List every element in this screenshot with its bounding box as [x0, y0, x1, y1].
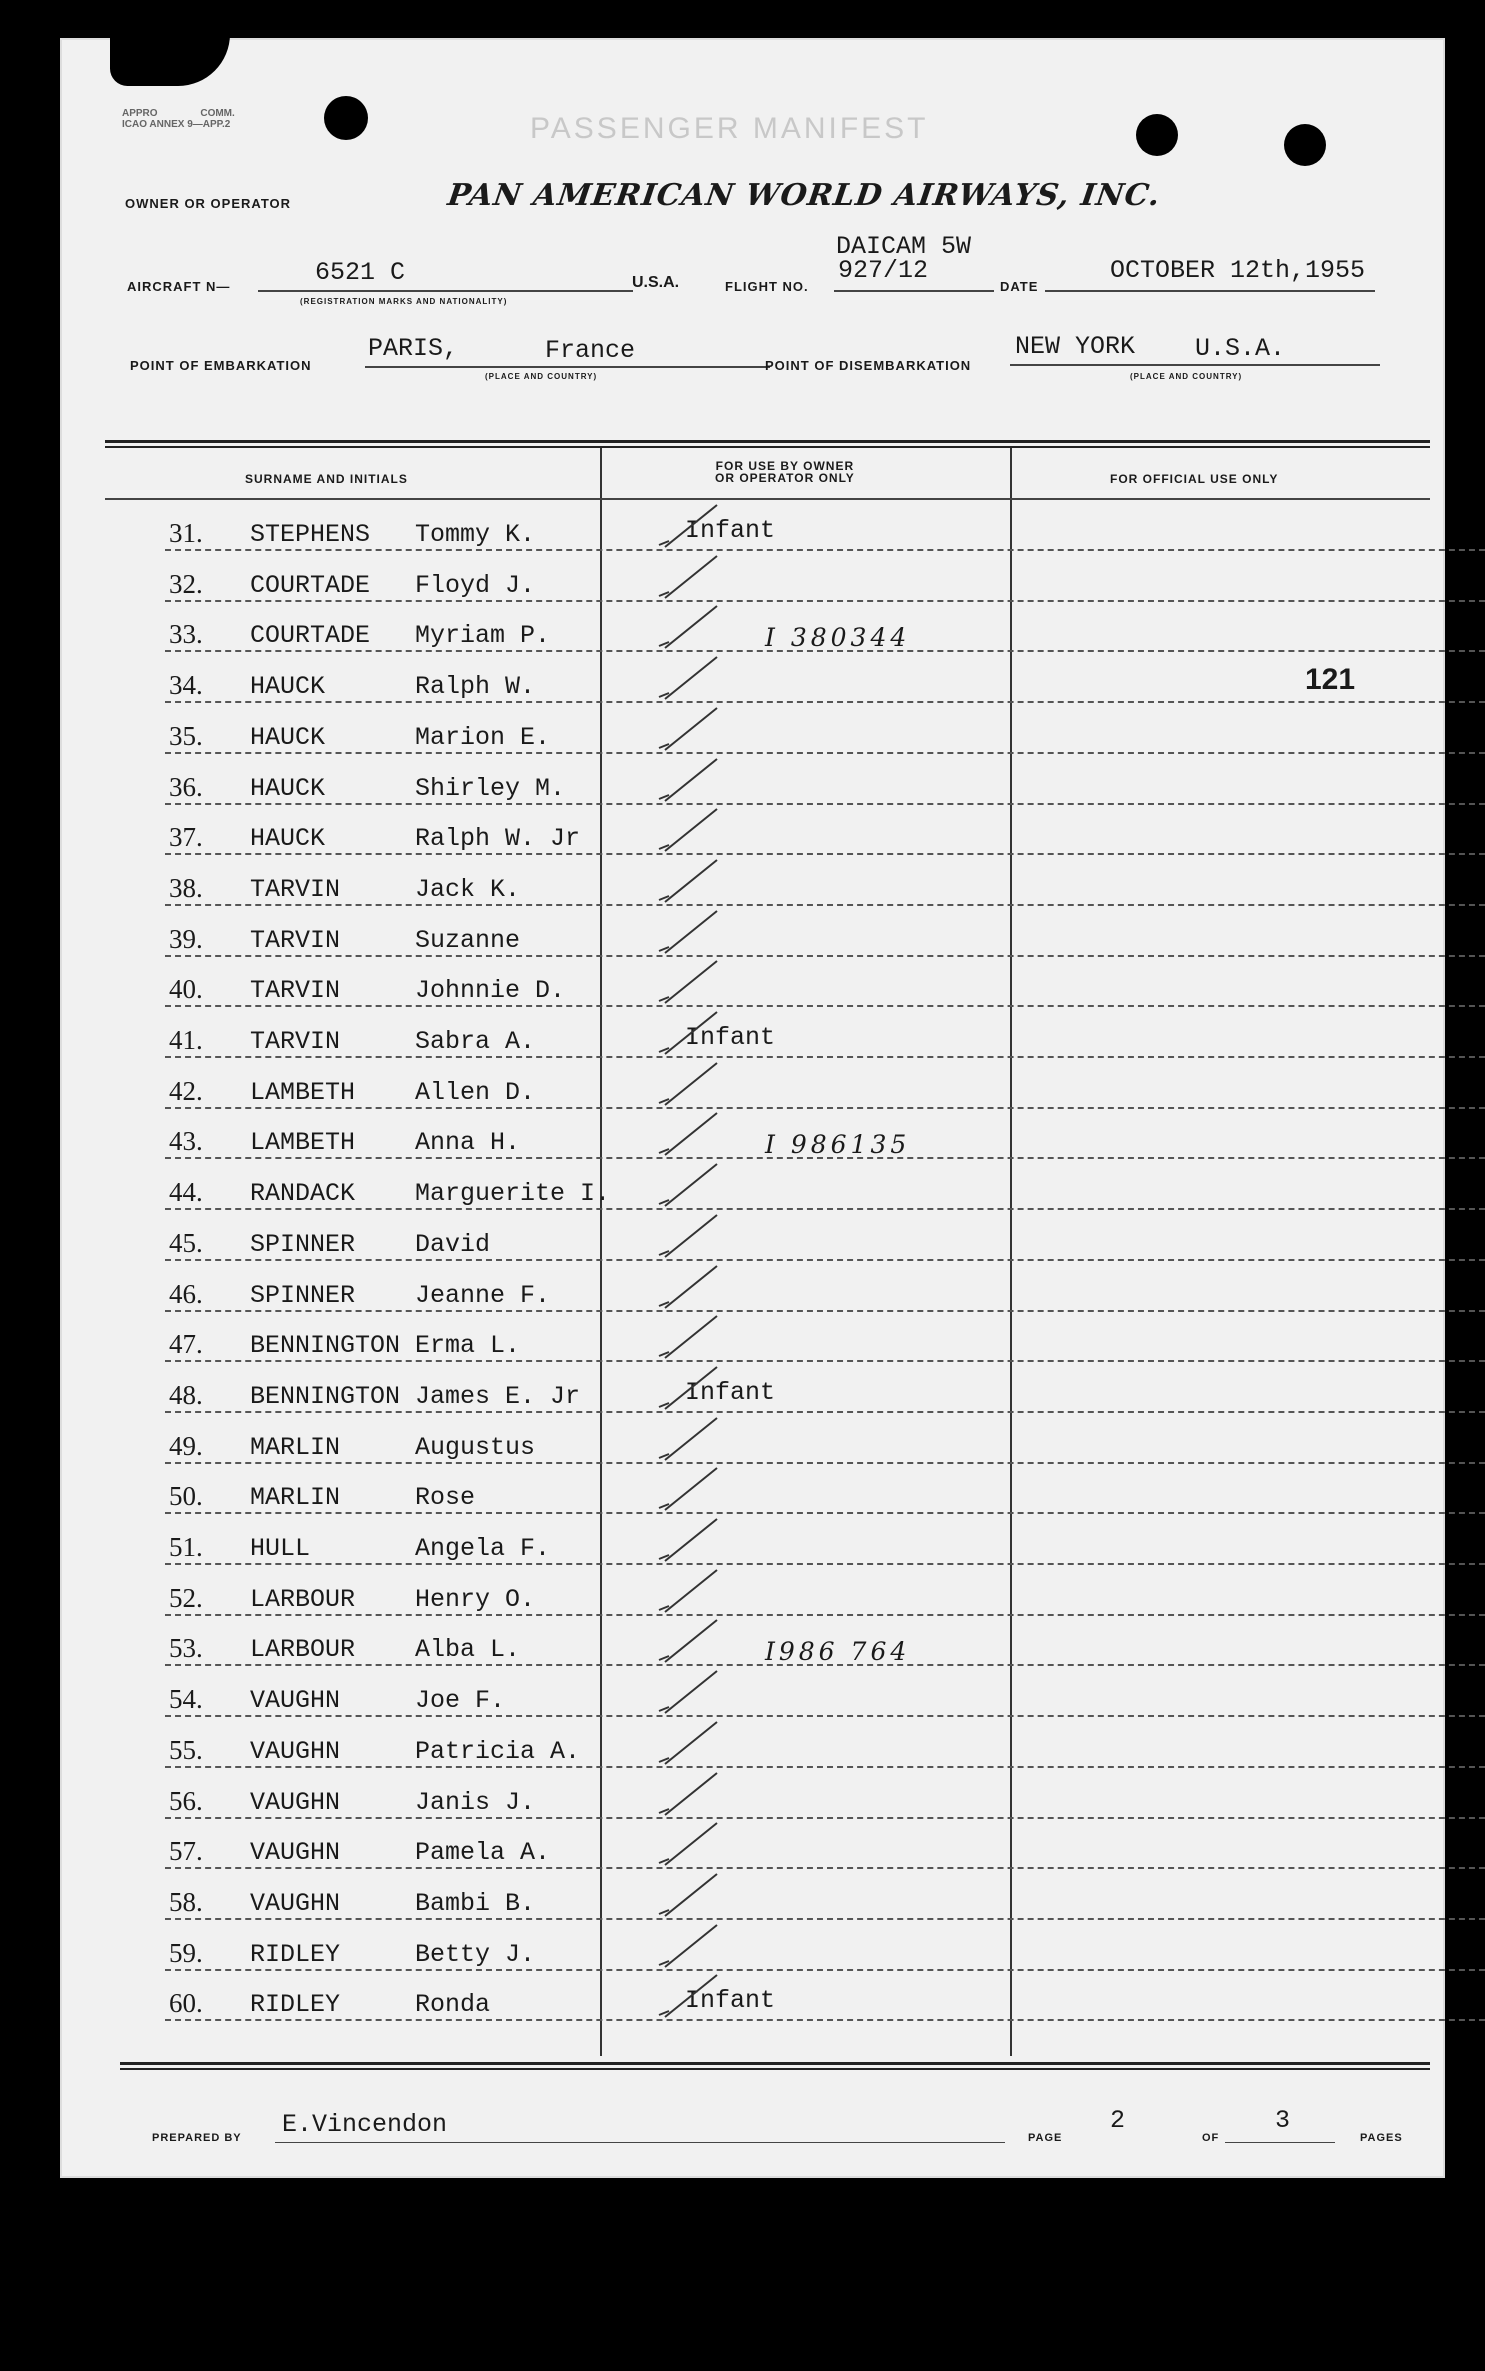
passenger-number: 31. [169, 518, 203, 548]
passenger-number: 38. [169, 872, 203, 903]
passenger-surname: RIDLEY [250, 1939, 341, 1969]
check-mark-icon [655, 1059, 725, 1107]
passenger-given-name: Henry O. [415, 1584, 536, 1614]
check-mark-icon [655, 1211, 725, 1259]
passenger-surname: STEPHENS [250, 520, 371, 549]
passenger-surname: RIDLEY [250, 1990, 341, 2020]
check-mark-icon [655, 1718, 725, 1766]
passenger-given-name: Ralph W. [415, 672, 536, 702]
passenger-surname: LARBOUR [250, 1635, 356, 1665]
passenger-number: 35. [169, 720, 203, 751]
passenger-surname: HAUCK [250, 824, 326, 854]
passenger-row [165, 856, 1485, 906]
check-mark-icon [655, 1921, 725, 1969]
passenger-number: 46. [169, 1278, 203, 1309]
passenger-number: 33. [169, 619, 203, 650]
check-mark-icon [655, 907, 725, 955]
passenger-row [165, 755, 1485, 805]
passenger-note: Infant [685, 516, 776, 545]
manifest-sheet [60, 38, 1445, 2178]
punch-hole [1284, 124, 1326, 166]
check-mark-icon [655, 1109, 725, 1157]
owner-value: PAN AMERICAN WORLD AIRWAYS, INC. [445, 178, 1163, 213]
passenger-number: 41. [169, 1025, 203, 1055]
check-mark-icon [655, 602, 725, 650]
check-mark-icon [655, 1971, 725, 2019]
passenger-number: 48. [169, 1379, 203, 1410]
prepared-label: PREPARED BY [152, 2132, 242, 2144]
passenger-row [165, 1414, 1485, 1464]
check-mark-icon [655, 755, 725, 803]
passenger-given-name: Jack K. [415, 874, 521, 904]
passenger-row [165, 501, 1485, 551]
aircraft-value: 6521 C [315, 258, 406, 287]
pages-label: PAGES [1360, 2132, 1403, 2144]
passenger-surname: BENNINGTON [250, 1381, 401, 1411]
passenger-given-name: Patricia A. [415, 1736, 581, 1766]
passenger-given-name: Janis J. [415, 1787, 536, 1817]
passenger-surname: VAUGHN [250, 1736, 341, 1766]
check-mark-icon [655, 1870, 725, 1918]
passenger-row [165, 805, 1485, 855]
passenger-row [165, 1566, 1485, 1616]
passenger-given-name: Joe F. [415, 1686, 506, 1716]
handwritten-id: I986 764 [765, 1637, 911, 1667]
embark-sub: (PLACE AND COUNTRY) [485, 372, 598, 381]
prepared-value: E.Vincendon [282, 2110, 448, 2139]
passenger-given-name: Marion E. [415, 722, 551, 752]
passenger-number: 44. [169, 1177, 203, 1208]
check-mark-icon [655, 1819, 725, 1867]
disembark-city: NEW YORK [1015, 332, 1136, 361]
check-mark-icon [655, 1566, 725, 1614]
passenger-surname: TARVIN [250, 874, 341, 904]
passenger-given-name: Bambi B. [415, 1888, 536, 1918]
flight-value: 927/12 [838, 256, 929, 285]
passenger-given-name: Jeanne F. [415, 1280, 551, 1310]
passenger-number: 40. [169, 974, 203, 1005]
check-mark-icon [655, 805, 725, 853]
page-title: PASSENGER MANIFEST [530, 112, 929, 145]
passenger-row [165, 1819, 1485, 1869]
passenger-surname: LAMBETH [250, 1077, 356, 1107]
column-header-official: FOR OFFICIAL USE ONLY [1110, 472, 1279, 486]
passenger-row [165, 1616, 1485, 1666]
check-mark-icon [655, 1464, 725, 1512]
passenger-surname: COURTADE [250, 621, 371, 651]
passenger-given-name: Marguerite I. [415, 1179, 611, 1209]
flight-label: FLIGHT NO. [725, 279, 809, 294]
passenger-row [165, 1109, 1485, 1159]
handwritten-id: I 380344 [765, 623, 911, 653]
passenger-number: 47. [169, 1329, 203, 1360]
passenger-row [165, 602, 1485, 652]
passenger-given-name: Rose [415, 1483, 476, 1513]
check-mark-icon [655, 1616, 725, 1664]
disembark-country: U.S.A. [1195, 334, 1286, 363]
passenger-number: 51. [169, 1532, 203, 1562]
check-mark-icon [655, 856, 725, 904]
passenger-row [165, 1769, 1485, 1819]
passenger-surname: VAUGHN [250, 1888, 341, 1918]
page-number: 2 [1110, 2106, 1126, 2135]
passenger-surname: HAUCK [250, 773, 326, 803]
column-header-names: SURNAME AND INITIALS [245, 472, 408, 486]
passenger-given-name: Erma L. [415, 1331, 521, 1361]
passenger-surname: MARLIN [250, 1432, 341, 1462]
embark-city: PARIS, [368, 334, 459, 363]
check-mark-icon [655, 1008, 725, 1056]
passenger-given-name: Shirley M. [415, 773, 566, 803]
passenger-row [165, 1008, 1485, 1058]
passenger-given-name: Tommy K. [415, 520, 536, 549]
passenger-row [165, 1363, 1485, 1413]
passenger-number: 32. [169, 568, 203, 599]
passenger-number: 49. [169, 1430, 203, 1461]
passenger-given-name: Floyd J. [415, 570, 536, 600]
passenger-number: 60. [169, 1988, 203, 2019]
passenger-surname: LARBOUR [250, 1584, 356, 1614]
passenger-given-name: Sabra A. [415, 1027, 536, 1056]
torn-corner [110, 34, 230, 86]
passenger-surname: HULL [250, 1534, 311, 1563]
passenger-note: Infant [685, 1023, 776, 1052]
passenger-row [165, 653, 1485, 703]
passenger-row [165, 1160, 1485, 1210]
page-total: 3 [1275, 2106, 1291, 2135]
passenger-row [165, 1515, 1485, 1565]
passenger-number: 58. [169, 1886, 203, 1917]
passenger-row [165, 1262, 1485, 1312]
aircraft-sub: (REGISTRATION MARKS AND NATIONALITY) [300, 297, 508, 306]
passenger-surname: VAUGHN [250, 1787, 341, 1817]
passenger-note: Infant [685, 1986, 776, 2016]
passenger-number: 53. [169, 1633, 203, 1664]
check-mark-icon [655, 1414, 725, 1462]
passenger-note: Infant [685, 1377, 776, 1407]
check-mark-icon [655, 704, 725, 752]
check-mark-icon [655, 957, 725, 1005]
disembark-sub: (PLACE AND COUNTRY) [1130, 372, 1243, 381]
passenger-given-name: Allen D. [415, 1077, 536, 1107]
handwritten-id: I 986135 [765, 1130, 911, 1160]
passenger-row [165, 1718, 1485, 1768]
approval-note: APPRO COMM. ICAO ANNEX 9—APP.2 [122, 108, 235, 130]
disembark-label: POINT OF DISEMBARKATION [765, 358, 972, 373]
passenger-surname: MARLIN [250, 1483, 341, 1513]
check-mark-icon [655, 1769, 725, 1817]
passenger-surname: RANDACK [250, 1179, 356, 1209]
check-mark-icon [655, 1515, 725, 1563]
passenger-number: 34. [169, 670, 203, 701]
passenger-surname: VAUGHN [250, 1686, 341, 1716]
passenger-number: 55. [169, 1734, 203, 1765]
check-mark-icon [655, 653, 725, 701]
passenger-row [165, 907, 1485, 957]
passenger-row [165, 1211, 1485, 1261]
official-entry: 121 [1305, 663, 1356, 697]
passenger-given-name: David [415, 1229, 491, 1259]
passenger-row [165, 1667, 1485, 1717]
passenger-number: 50. [169, 1481, 203, 1512]
check-mark-icon [655, 1363, 725, 1411]
punch-hole [1136, 114, 1178, 156]
check-mark-icon [655, 1667, 725, 1715]
aircraft-label: AIRCRAFT N— [127, 279, 231, 294]
passenger-number: 52. [169, 1582, 203, 1613]
passenger-given-name: Anna H. [415, 1128, 521, 1158]
passenger-number: 59. [169, 1937, 203, 1968]
passenger-row [165, 1464, 1485, 1514]
column-header-owner-use: FOR USE BY OWNER OR OPERATOR ONLY [715, 459, 855, 485]
passenger-surname: TARVIN [250, 976, 341, 1006]
passenger-row [165, 1312, 1485, 1362]
passenger-number: 57. [169, 1836, 203, 1867]
passenger-surname: TARVIN [250, 1027, 341, 1056]
passenger-surname: SPINNER [250, 1229, 356, 1259]
passenger-given-name: Ralph W. Jr [415, 824, 581, 854]
passenger-number: 42. [169, 1075, 203, 1106]
passenger-row [165, 1059, 1485, 1109]
passenger-row [165, 552, 1485, 602]
embark-label: POINT OF EMBARKATION [130, 358, 312, 373]
passenger-number: 45. [169, 1227, 203, 1258]
passenger-row [165, 957, 1485, 1007]
passenger-given-name: Augustus [415, 1432, 536, 1462]
passenger-surname: HAUCK [250, 722, 326, 752]
aircraft-country: U.S.A. [632, 274, 680, 291]
passenger-given-name: James E. Jr [415, 1381, 581, 1411]
passenger-number: 56. [169, 1785, 203, 1816]
check-mark-icon [655, 501, 725, 549]
page-label: PAGE [1028, 2132, 1063, 2144]
passenger-number: 43. [169, 1126, 203, 1157]
passenger-surname: HAUCK [250, 672, 326, 702]
passenger-surname: COURTADE [250, 570, 371, 600]
passenger-number: 36. [169, 771, 203, 802]
check-mark-icon [655, 1312, 725, 1360]
embark-country: France [545, 336, 636, 365]
owner-label: OWNER OR OPERATOR [125, 196, 292, 211]
passenger-given-name: Ronda [415, 1990, 491, 2020]
passenger-number: 54. [169, 1684, 203, 1715]
passenger-given-name: Johnnie D. [415, 976, 566, 1006]
passenger-given-name: Alba L. [415, 1635, 521, 1665]
passenger-surname: LAMBETH [250, 1128, 356, 1158]
passenger-row [165, 1870, 1485, 1920]
passenger-surname: SPINNER [250, 1280, 356, 1310]
passenger-row [165, 704, 1485, 754]
check-mark-icon [655, 1160, 725, 1208]
passenger-number: 37. [169, 822, 203, 853]
passenger-given-name: Pamela A. [415, 1838, 551, 1868]
date-value: OCTOBER 12th,1955 [1110, 256, 1366, 285]
date-label: DATE [1000, 279, 1039, 294]
check-mark-icon [655, 552, 725, 600]
of-label: OF [1202, 2132, 1220, 2144]
passenger-given-name: Suzanne [415, 925, 521, 955]
passenger-given-name: Angela F. [415, 1534, 551, 1563]
passenger-given-name: Myriam P. [415, 621, 551, 651]
passenger-number: 39. [169, 923, 203, 954]
passenger-row [165, 1921, 1485, 1971]
passenger-row [165, 1971, 1485, 2021]
flight-note: DAICAM 5W [836, 232, 972, 261]
passenger-surname: VAUGHN [250, 1838, 341, 1868]
punch-hole [324, 96, 368, 140]
passenger-given-name: Betty J. [415, 1939, 536, 1969]
passenger-surname: BENNINGTON [250, 1331, 401, 1361]
check-mark-icon [655, 1262, 725, 1310]
passenger-surname: TARVIN [250, 925, 341, 955]
